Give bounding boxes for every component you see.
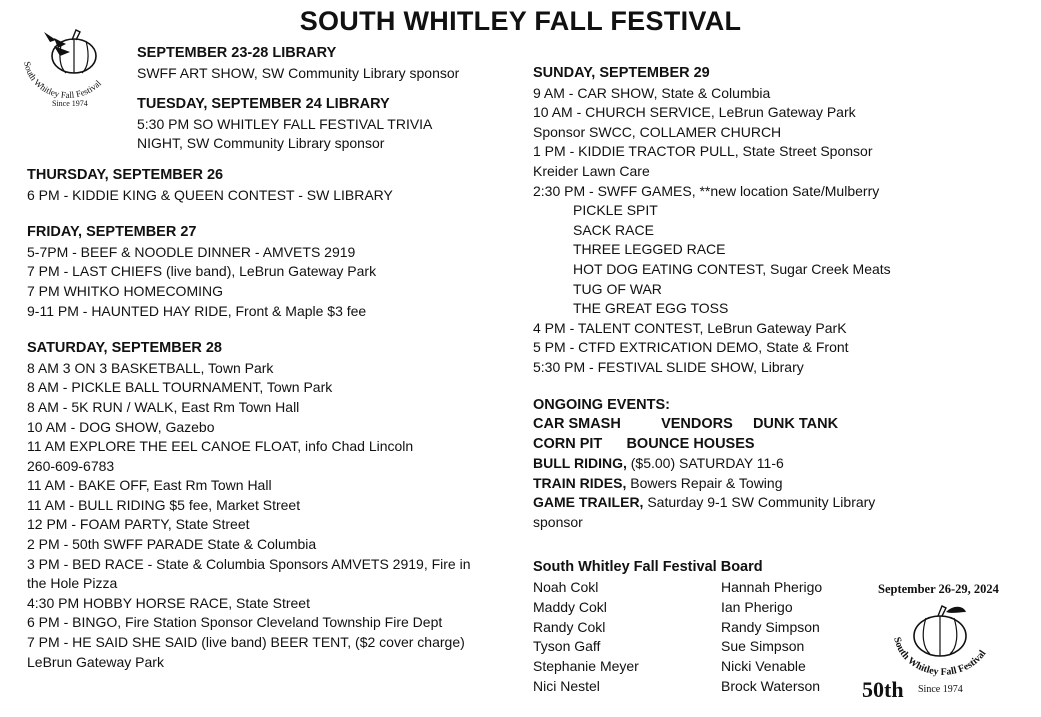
event-line: 8 AM - 5K RUN / WALK, East Rm Town Hall xyxy=(27,398,300,415)
game-item: TUG OF WAR xyxy=(573,280,662,297)
logo-name-text: South Whitley Fall Festival xyxy=(891,636,989,678)
event-line: Sponsor SWCC, COLLAMER CHURCH xyxy=(533,123,782,140)
event-line: 4:30 PM HOBBY HORSE RACE, State Street xyxy=(27,594,310,611)
board-member: Sue Simpson xyxy=(721,638,805,655)
festival-dates: September 26-29, 2024 xyxy=(878,582,999,596)
event-line: 9-11 PM - HAUNTED HAY RIDE, Front & Maple $3 fee xyxy=(27,302,367,319)
board-member: Hannah Pherigo xyxy=(721,579,823,595)
event-block-saturday xyxy=(27,339,527,672)
event-line: 8 AM - PICKLE BALL TOURNAMENT, Town Park xyxy=(27,379,333,396)
block-heading: SUNDAY, SEPTEMBER 29 xyxy=(533,65,710,81)
event-line: 7 PM - LAST CHIEFS (live band), LeBrun Gateway Park xyxy=(27,263,377,280)
event-line: 8 AM 3 ON 3 BASKETBALL, Town Park xyxy=(27,359,274,376)
event-block-friday xyxy=(27,223,527,321)
event-line: 5:30 PM SO WHITLEY FALL FESTIVAL TRIVIA xyxy=(137,115,433,132)
right-column xyxy=(533,64,1003,533)
event-line: 7 PM WHITKO HOMECOMING xyxy=(27,282,223,299)
ongoing-detail: TRAIN RIDES, Bowers Repair & Towing xyxy=(533,474,783,491)
board-column-2 xyxy=(721,578,822,697)
page-title: SOUTH WHITLEY FALL FESTIVAL xyxy=(299,6,742,36)
event-block-art-show xyxy=(27,44,527,83)
ongoing-detail: GAME TRAILER, Saturday 9-1 SW Community Library xyxy=(533,494,876,511)
left-column xyxy=(27,44,527,672)
event-line: 10 AM - CHURCH SERVICE, LeBrun Gateway Park xyxy=(533,104,856,121)
board-member: Nici Nestel xyxy=(533,677,600,694)
board-title: South Whitley Fall Festival Board xyxy=(533,559,763,575)
event-block-thursday xyxy=(27,166,527,205)
event-line: 5:30 PM - FESTIVAL SLIDE SHOW, Library xyxy=(533,358,804,375)
block-heading: SATURDAY, SEPTEMBER 28 xyxy=(27,340,222,357)
event-line: 2:30 PM - SWFF GAMES, **new location Sate/Mulberry xyxy=(533,182,880,199)
logo-name-text: South Whitley Fall Festival xyxy=(22,60,104,101)
logo-since-text: Since 1974 xyxy=(52,99,88,108)
event-line: 2 PM - 50th SWFF PARADE State & Columbia xyxy=(27,536,317,553)
event-line: 5 PM - CTFD EXTRICATION DEMO, State & Front xyxy=(533,339,849,356)
game-item: THE GREAT EGG TOSS xyxy=(573,300,729,317)
ongoing-line: CAR SMASH VENDORS DUNK TANK xyxy=(533,416,839,433)
event-line: Kreider Lawn Care xyxy=(533,162,650,179)
board-member: Stephanie Meyer xyxy=(533,658,639,675)
event-line: 11 AM - BAKE OFF, East Rm Town Hall xyxy=(27,477,272,494)
game-item: PICKLE SPIT xyxy=(573,202,658,219)
event-line: 12 PM - FOAM PARTY, State Street xyxy=(27,516,250,533)
event-line: 1 PM - KIDDIE TRACTOR PULL, State Street Sponsor xyxy=(533,143,873,160)
event-line: 5-7PM - BEEF & NOODLE DINNER - AMVETS 2919 xyxy=(27,243,356,260)
ongoing-detail: BULL RIDING, ($5.00) SATURDAY 11-6 xyxy=(533,455,784,472)
event-block-trivia xyxy=(27,95,527,154)
game-item: THREE LEGGED RACE xyxy=(573,241,726,258)
event-line: 6 PM - BINGO, Fire Station Sponsor Cleveland Township Fire Dept xyxy=(27,614,443,631)
event-line: 9 AM - CAR SHOW, State & Columbia xyxy=(533,84,771,101)
event-line: the Hole Pizza xyxy=(27,575,118,592)
board-member: Nicki Venable xyxy=(721,658,806,675)
board-member: Ian Pherigo xyxy=(721,598,793,615)
ongoing-line: CORN PIT BOUNCE HOUSES xyxy=(533,435,755,452)
event-line: 260-609-6783 xyxy=(27,457,115,474)
event-line: 3 PM - BED RACE - State & Columbia Sponsors AMVETS 2919, Fire in xyxy=(27,555,471,572)
board-member: Brock Waterson xyxy=(721,677,821,694)
ongoing-heading: ONGOING EVENTS: xyxy=(533,396,670,413)
board-member: Randy Simpson xyxy=(721,618,820,635)
event-line: SWFF ART SHOW, SW Community Library sponsor xyxy=(137,64,460,81)
event-line: 11 AM - BULL RIDING $5 fee, Market Street xyxy=(27,496,301,513)
board-member: Noah Cokl xyxy=(533,579,599,595)
board-member: Randy Cokl xyxy=(533,618,606,635)
event-line: LeBrun Gateway Park xyxy=(27,653,164,670)
block-heading: SEPTEMBER 23-28 LIBRARY xyxy=(137,45,337,61)
event-line: 10 AM - DOG SHOW, Gazebo xyxy=(27,418,215,435)
block-heading: TUESDAY, SEPTEMBER 24 LIBRARY xyxy=(137,96,390,113)
anniversary-50th: 50th xyxy=(862,677,904,702)
board-member: Tyson Gaff xyxy=(533,638,601,655)
block-heading: FRIDAY, SEPTEMBER 27 xyxy=(27,224,197,241)
game-item: HOT DOG EATING CONTEST, Sugar Creek Meats xyxy=(573,260,891,277)
event-line: 4 PM - TALENT CONTEST, LeBrun Gateway ParK xyxy=(533,319,847,336)
block-heading: THURSDAY, SEPTEMBER 26 xyxy=(27,166,224,183)
event-line: NIGHT, SW Community Library sponsor xyxy=(137,135,385,152)
event-line: 7 PM - HE SAID SHE SAID (live band) BEER TENT, ($2 cover charge) xyxy=(27,634,465,651)
since-label: Since 1974 xyxy=(918,684,963,695)
board-column-1 xyxy=(533,578,639,697)
event-line: 11 AM EXPLORE THE EEL CANOE FLOAT, info Chad Lincoln xyxy=(27,438,414,455)
board-member: Maddy Cokl xyxy=(533,598,607,615)
event-line: 6 PM - KIDDIE KING & QUEEN CONTEST - SW LIBRARY xyxy=(27,186,393,203)
ongoing-detail: sponsor xyxy=(533,514,583,531)
game-item: SACK RACE xyxy=(573,221,654,238)
